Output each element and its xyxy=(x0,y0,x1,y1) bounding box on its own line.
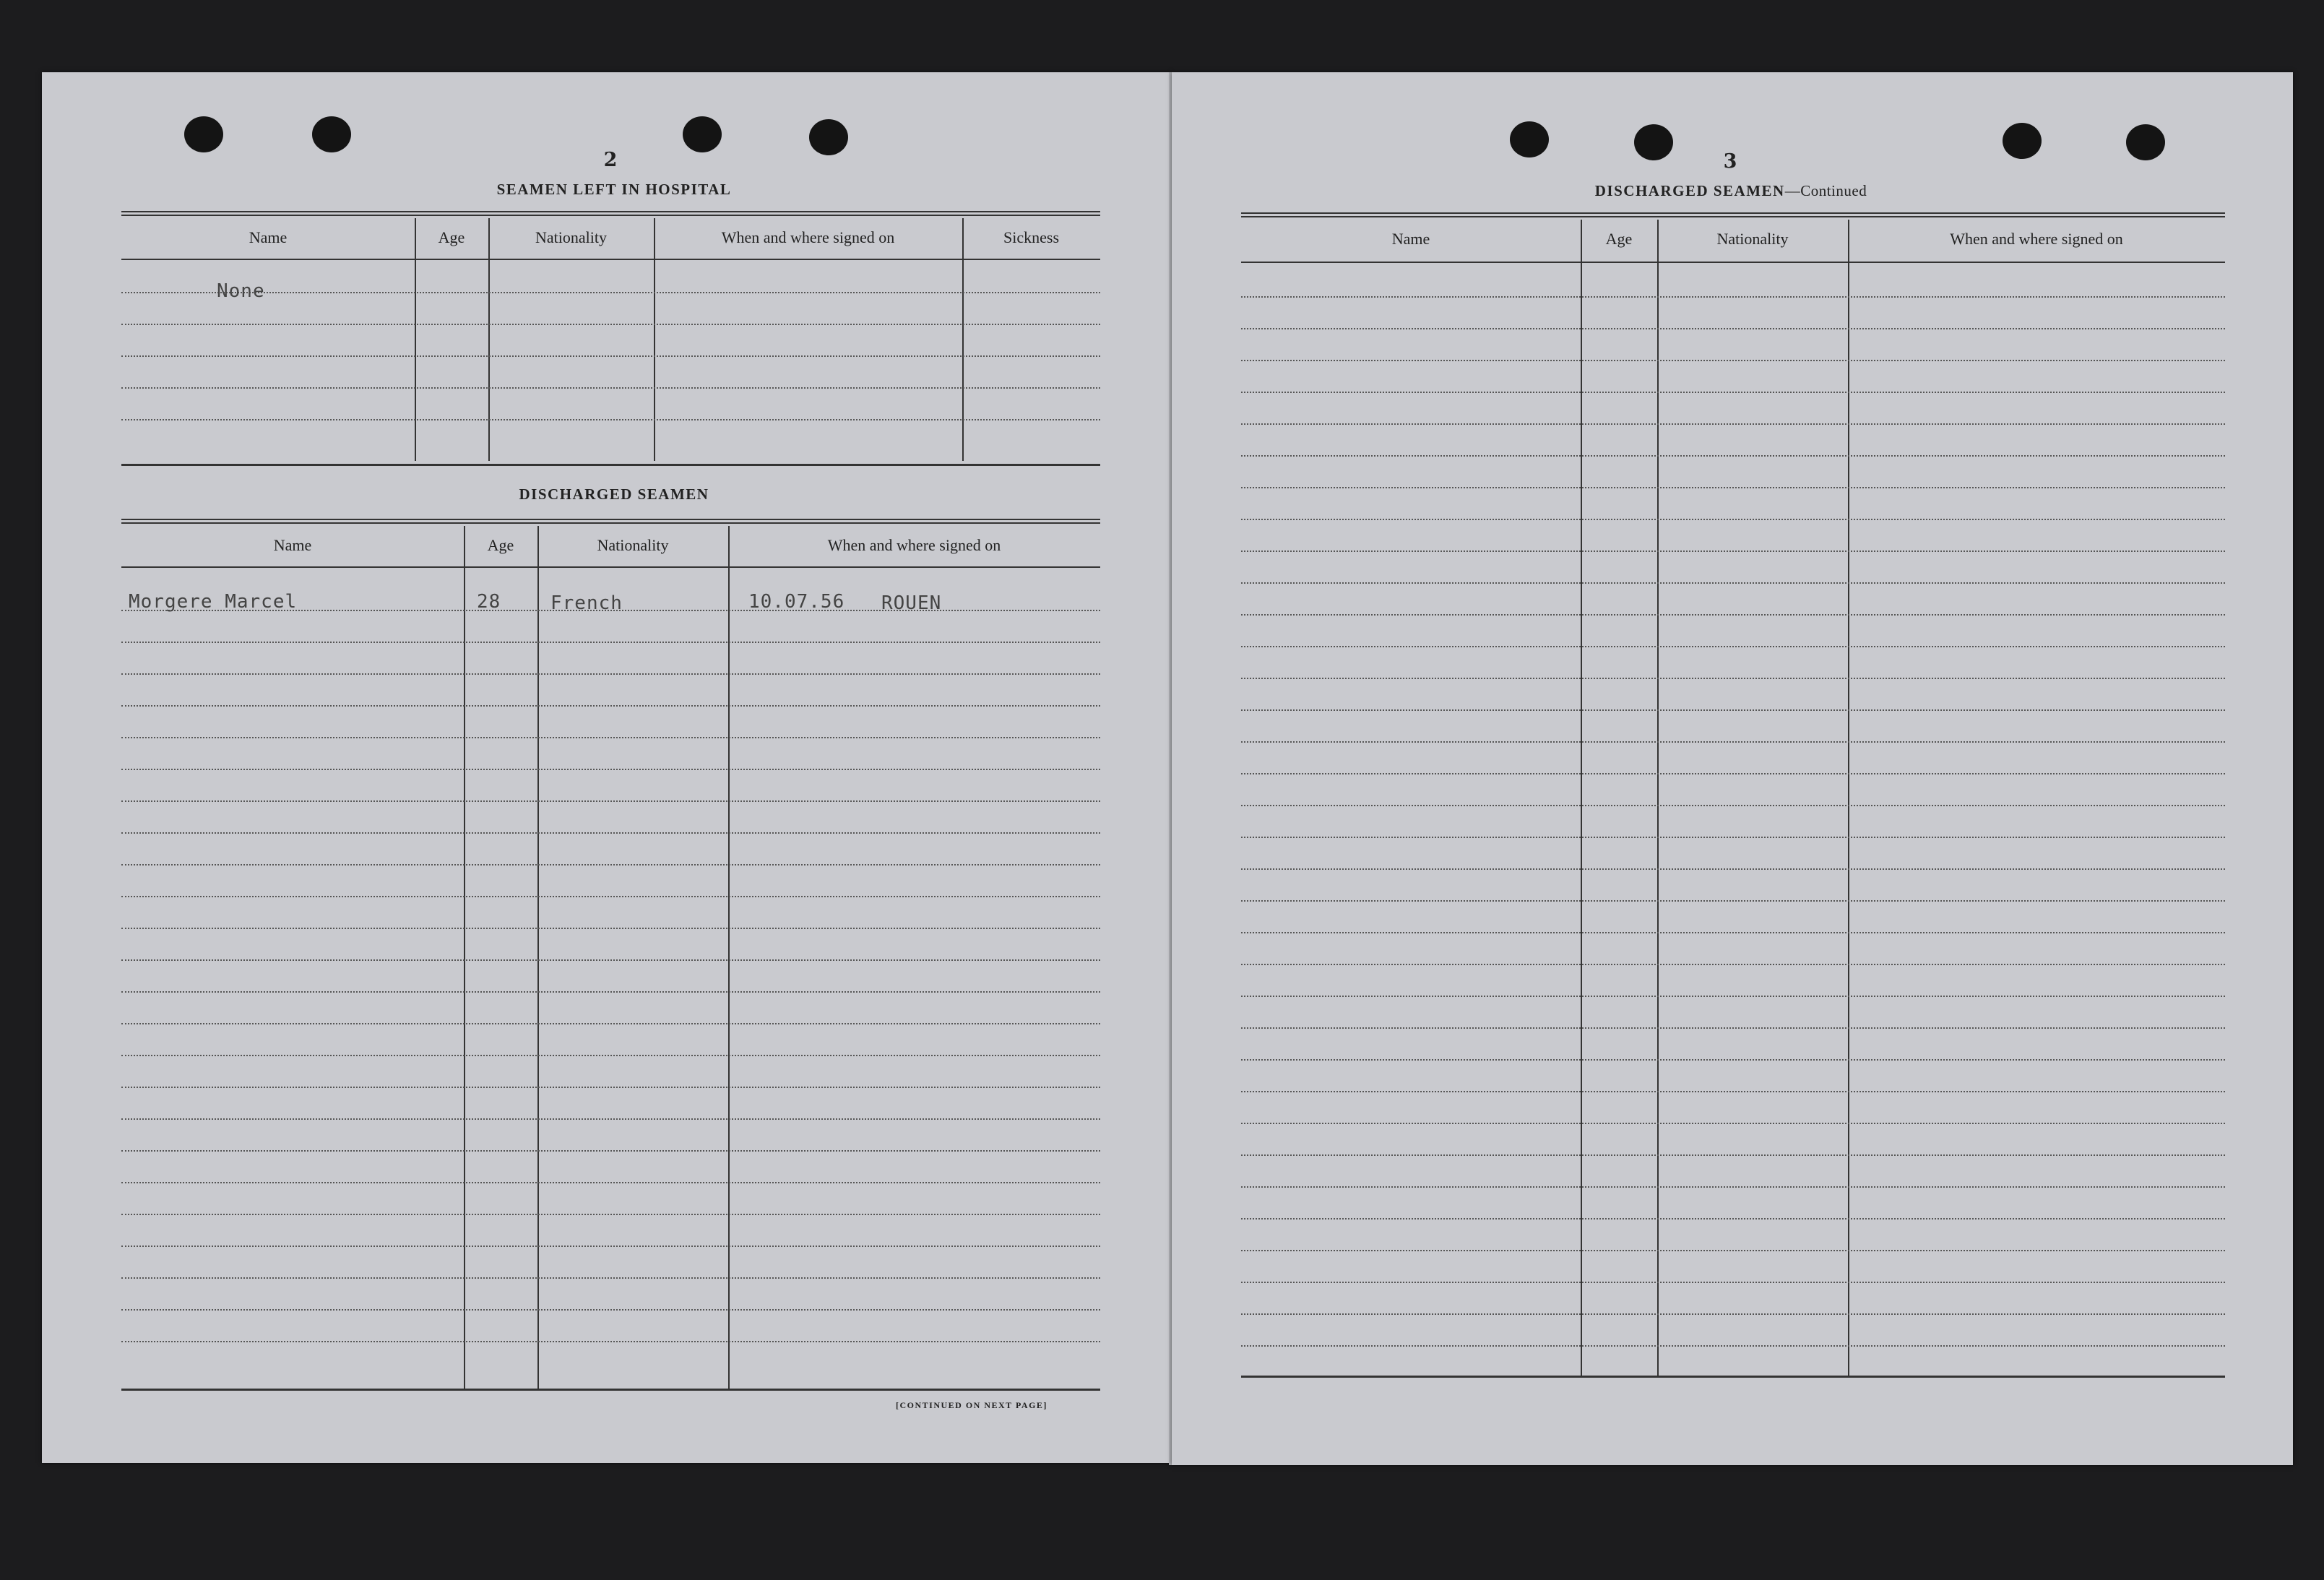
section-title-hospital: SEAMEN LEFT IN HOSPITAL xyxy=(496,181,732,198)
punch-hole xyxy=(1634,124,1673,160)
column-header-nationality: Nationality xyxy=(1716,230,1789,248)
section-title-discharged-continued xyxy=(1478,182,1984,200)
punch-hole xyxy=(809,119,848,155)
seaman-age: 28 xyxy=(477,591,501,613)
hospital-table xyxy=(121,211,1100,468)
column-header-name: Name xyxy=(273,536,312,554)
column-header-signed-on: When and where signed on xyxy=(721,228,895,246)
column-header-age: Age xyxy=(438,228,465,246)
column-header-signed-on: When and where signed on xyxy=(1950,230,2123,248)
column-header-nationality: Nationality xyxy=(597,536,669,554)
punch-hole xyxy=(683,116,722,152)
punch-hole xyxy=(312,116,351,152)
punch-hole xyxy=(2003,123,2042,159)
column-header-age: Age xyxy=(487,536,514,554)
seaman-signed-date: 10.07.56 xyxy=(748,591,845,613)
discharged-table-continued xyxy=(1241,212,2225,1380)
title-continued: —Continued xyxy=(1784,182,1867,199)
seaman-nationality: French xyxy=(550,592,623,614)
column-header-signed-on: When and where signed on xyxy=(827,536,1001,554)
column-header-age: Age xyxy=(1605,230,1633,248)
continued-note: [CONTINUED ON NEXT PAGE] xyxy=(896,1400,1047,1410)
seaman-signed-place: ROUEN xyxy=(881,592,942,614)
seaman-name: Morgere Marcel xyxy=(129,591,298,613)
section-title-discharged: DISCHARGED SEAMEN xyxy=(519,485,709,503)
column-header-sickness: Sickness xyxy=(1003,228,1059,246)
page-number: 3 xyxy=(1723,150,1737,173)
page-number: 2 xyxy=(603,149,618,171)
column-header-nationality: Nationality xyxy=(535,228,607,246)
punch-hole xyxy=(2126,124,2165,160)
title-main: DISCHARGED SEAMEN xyxy=(1594,182,1785,199)
discharged-table xyxy=(121,519,1100,1394)
punch-hole xyxy=(1510,121,1549,157)
column-header-name: Name xyxy=(249,228,288,246)
punch-hole xyxy=(184,116,223,152)
hospital-entry-none: None xyxy=(217,280,265,302)
column-header-name: Name xyxy=(1391,230,1430,248)
